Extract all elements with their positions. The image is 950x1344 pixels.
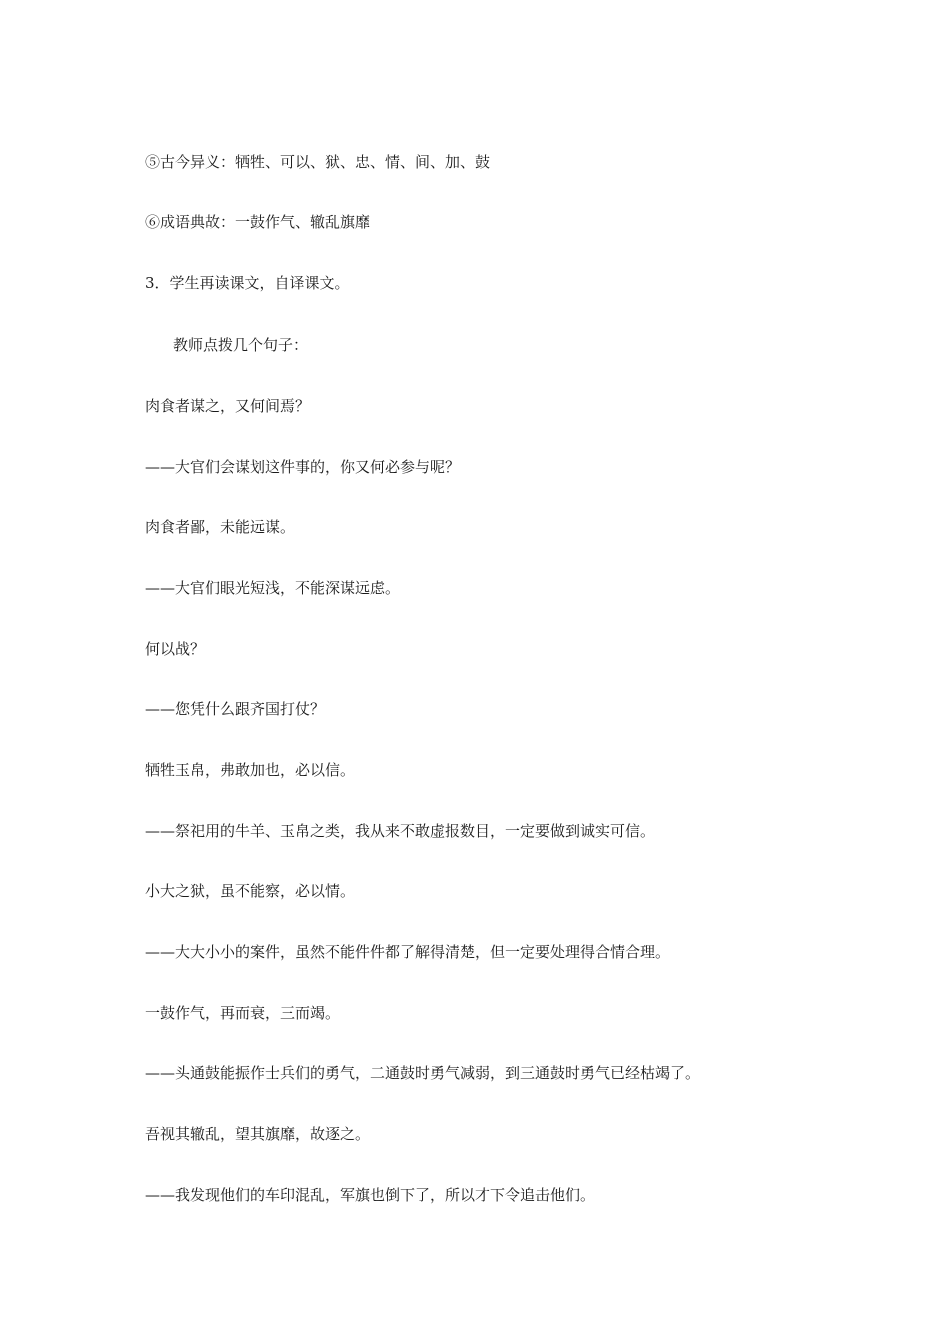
original-sentence: 何以战？: [145, 640, 206, 658]
translation: ——祭祀用的牛羊、玉帛之类，我从来不敢虚报数目，一定要做到诚实可信。: [145, 822, 656, 840]
original-sentence: 吾视其辙乱，望其旗靡，故逐之。: [145, 1125, 371, 1143]
teacher-note: 教师点拨几个句子：: [173, 336, 309, 354]
original-sentence: 小大之狱，虽不能察，必以情。: [145, 882, 356, 900]
translation: ——我发现他们的车印混乱，军旗也倒下了，所以才下令追击他们。: [145, 1186, 596, 1204]
list-item-ancient-modern-meanings: ⑤古今异义：牺牲、可以、狱、忠、情、间、加、鼓: [145, 153, 491, 171]
translation: ——大官们眼光短浅，不能深谋远虑。: [145, 579, 401, 597]
list-item-idioms: ⑥成语典故：一鼓作气、辙乱旗靡: [145, 213, 371, 231]
original-sentence: 一鼓作气，再而衰，三而竭。: [145, 1004, 341, 1022]
step-heading: 3．学生再读课文，自译课文。: [145, 274, 350, 292]
translation: ——大大小小的案件，虽然不能件件都了解得清楚，但一定要处理得合情合理。: [145, 943, 671, 961]
translation: ——您凭什么跟齐国打仗？: [145, 700, 326, 718]
translation: ——头通鼓能振作士兵们的勇气，二通鼓时勇气减弱，到三通鼓时勇气已经枯竭了。: [145, 1064, 701, 1082]
original-sentence: 牺牲玉帛，弗敢加也，必以信。: [145, 761, 356, 779]
original-sentence: 肉食者鄙，未能远谋。: [145, 518, 296, 536]
translation: ——大官们会谋划这件事的，你又何必参与呢？: [145, 458, 461, 476]
original-sentence: 肉食者谋之，又何间焉？: [145, 397, 311, 415]
